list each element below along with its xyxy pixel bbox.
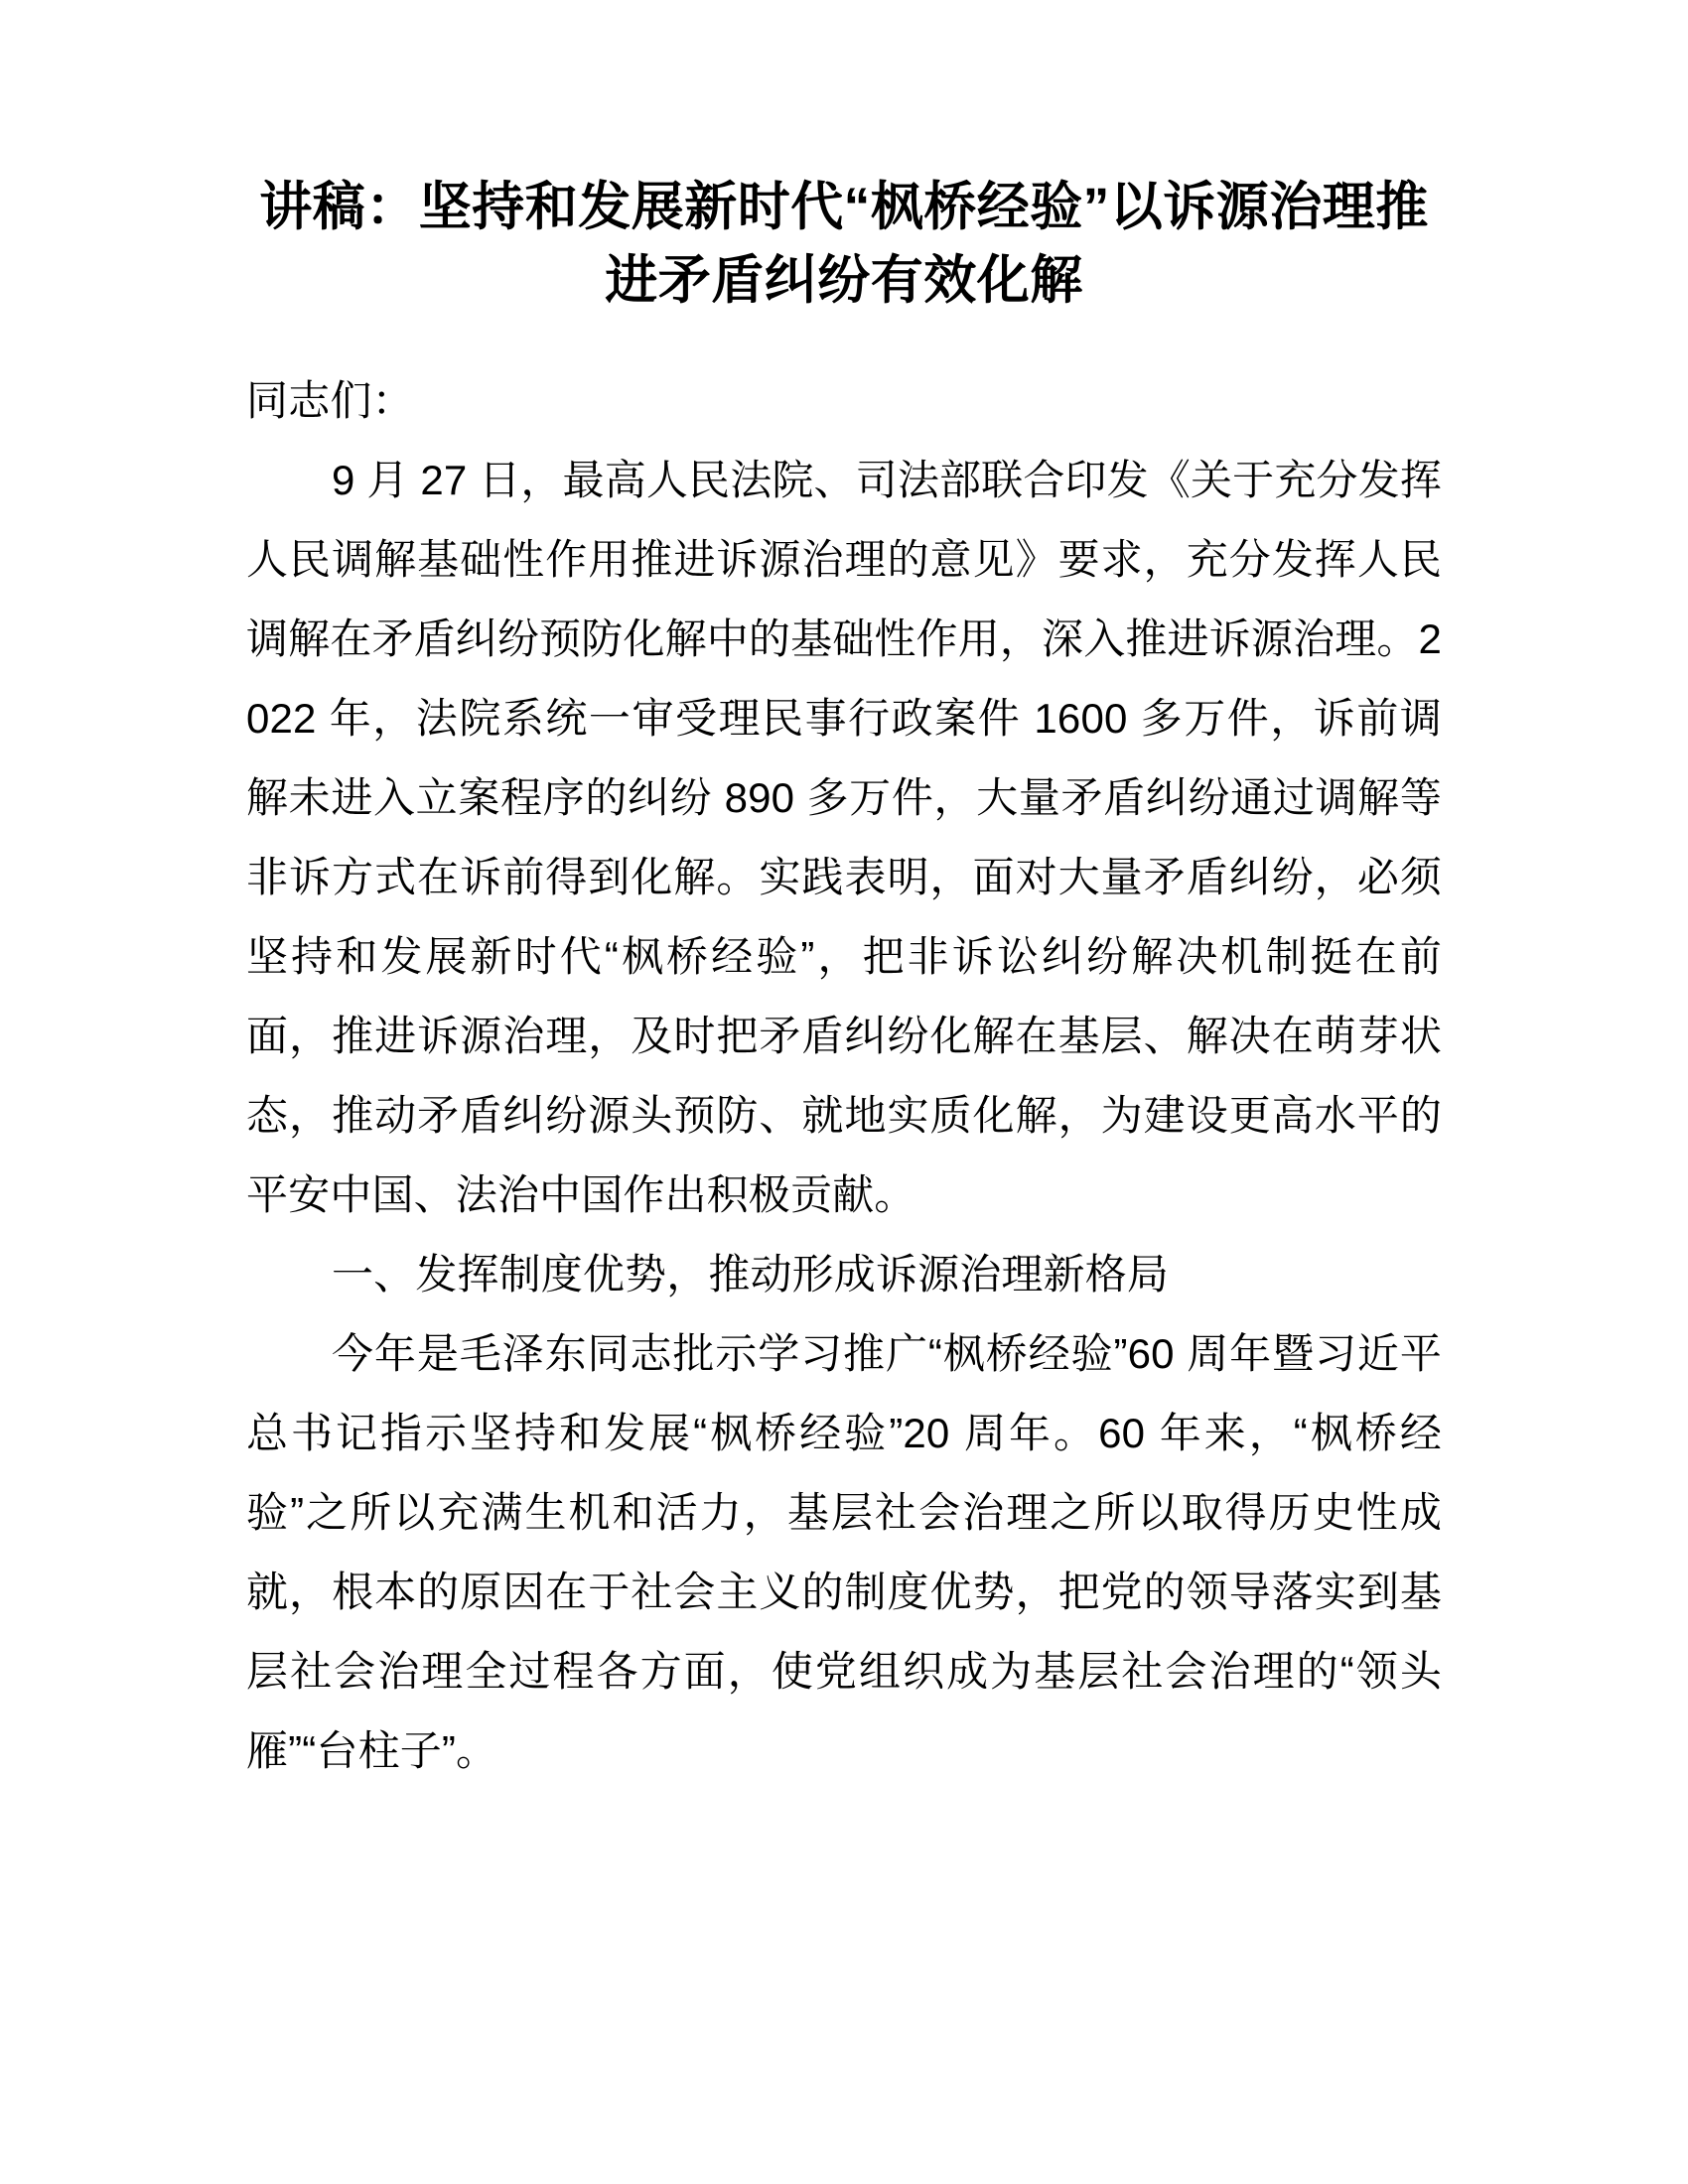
section-one-paragraph: 今年是毛泽东同志批示学习推广“枫桥经验”60 周年暨习近平总书记指示坚持和发展“枫桥经验”20 周年。60 年来，“枫桥经验”之所以充满生机和活力，基层社会治理之所以取得历史性成就，根本的原因在于社会主义的制度优势，把党的领导落实到基层社会治理全过程各方面，使党组织成为基层社会治理的“领头雁”“台柱子”。: [246, 1330, 1442, 1774]
section-heading-one: 一、发挥制度优势，推动形成诉源治理新格局: [332, 1251, 1170, 1297]
page-title: 讲稿：坚持和发展新时代“枫桥经验”以诉源治理推进矛盾纠纷有效化解: [259, 178, 1429, 310]
document-content: [246, 0, 1442, 1791]
opening-paragraph: 9 月 27 日，最高人民法院、司法部联合印发《关于充分发挥人民调解基础性作用推进诉源治理的意见》要求，充分发挥人民调解在矛盾纠纷预防化解中的基础性作用，深入推进诉源治理。2022 年，法院系统一审受理民事行政案件 1600 多万件，诉前调解未进入立案程序的纠纷 890 多万件，大量矛盾纠纷通过调解等非诉方式在诉前得到化解。实践表明，面对大量矛盾纠纷，必须坚持和发展新时代“枫桥经验”，把非诉讼纠纷解决机制挺在前面，推进诉源治理，及时把矛盾纠纷化解在基层、解决在萌芽状态，推动矛盾纠纷源头预防、就地实质化解，为建设更高水平的平安中国、法治中国作出积极贡献。: [246, 457, 1442, 1218]
salutation: 同志们：: [246, 377, 414, 424]
